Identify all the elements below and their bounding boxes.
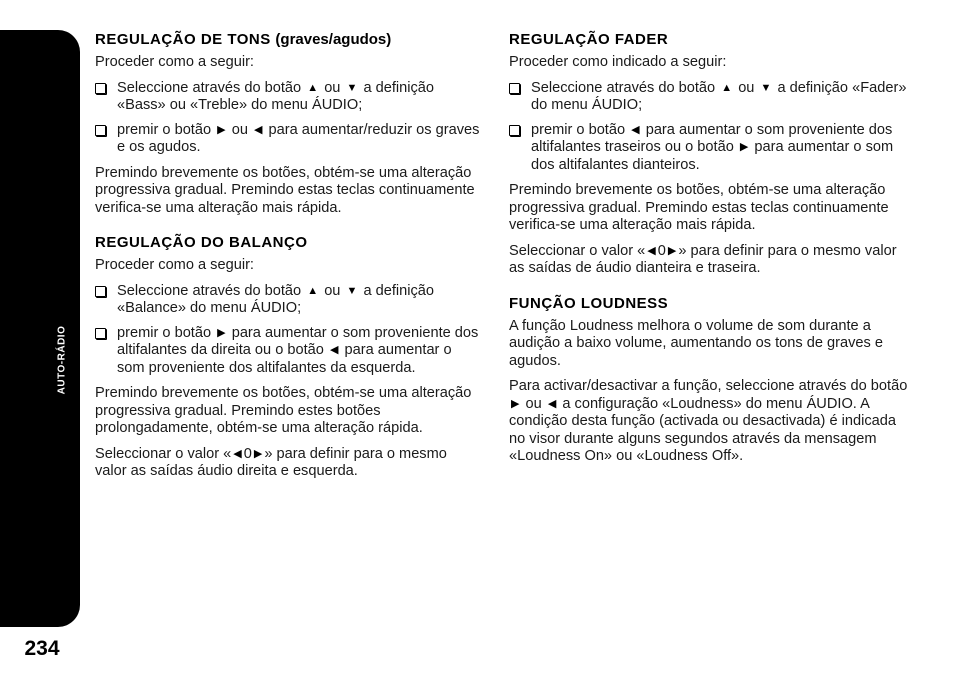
step-text: para aumentar o som proveniente dos altifalantes da esquerda. xyxy=(117,342,452,376)
final-text: » para definir para o mesmo valor as saídas de áudio dianteira e traseira. xyxy=(509,242,897,276)
right-column xyxy=(509,30,909,482)
arrow-down-icon: ▼ xyxy=(760,81,772,94)
step-text: ou xyxy=(231,121,248,138)
step-text: Seleccione através do botão xyxy=(117,282,302,299)
arrow-left-icon: ◀ xyxy=(233,447,242,460)
list-item xyxy=(509,122,909,175)
tones-section xyxy=(95,30,480,217)
list-item xyxy=(95,283,480,318)
loudness-heading: FUNÇÃO LOUDNESS xyxy=(509,294,669,312)
arrow-down-icon: ▼ xyxy=(346,284,358,297)
final-text: » para definir para o mesmo valor as saídas áudio direita e esquerda. xyxy=(95,445,447,479)
final-zero: 0 xyxy=(657,242,666,259)
fader-section xyxy=(509,30,909,278)
step-text: premir o botão xyxy=(117,121,212,138)
step-text: a definição «Fader» do menu ÁUDIO; xyxy=(531,79,907,113)
para-text: ou xyxy=(525,395,542,412)
arrow-right-icon: ▶ xyxy=(217,123,226,136)
balance-heading: REGULAÇÃO DO BALANÇO xyxy=(95,234,308,251)
step-text: premir o botão xyxy=(531,121,626,138)
checkbox-bullet-icon xyxy=(95,328,106,339)
checkbox-bullet-icon xyxy=(509,125,520,136)
balance-steps xyxy=(95,283,480,378)
balance-paragraph: Premindo brevemente os botões, obtém-se uma alteração progressiva gradual. Premindo estes botões prolongadamente, obtém-se uma alteração rápida. xyxy=(95,385,472,436)
step-text: Seleccione através do botão xyxy=(531,79,716,96)
step-text: premir o botão xyxy=(117,324,212,341)
loudness-paragraph-1: A função Loudness melhora o volume de som durante a audição a baixo volume, aumentando os tons de graves e agudos. xyxy=(509,317,884,369)
arrow-right-icon: ▶ xyxy=(739,141,749,153)
arrow-right-icon: ▶ xyxy=(511,397,520,410)
step-text: a definição «Balance» do menu ÁUDIO; xyxy=(117,282,435,316)
step-text: ou xyxy=(324,79,341,96)
list-item xyxy=(509,80,909,115)
tones-intro: Proceder como a seguir: xyxy=(95,54,254,70)
fader-final xyxy=(509,243,909,278)
step-text: para aumentar/reduzir os graves e os agudos. xyxy=(117,121,480,155)
arrow-up-icon: ▲ xyxy=(307,81,319,94)
step-text: ou xyxy=(738,79,755,96)
list-item xyxy=(95,122,480,157)
tones-steps xyxy=(95,80,480,157)
arrow-left-icon: ◀ xyxy=(547,397,557,410)
tones-paragraph: Premindo brevemente os botões, obtém-se uma alteração progressiva gradual. Premindo estas teclas continuamente verifica-se uma alteração mais rápida. xyxy=(95,164,475,216)
list-item xyxy=(95,80,480,115)
tones-title: REGULAÇÃO DE TONS xyxy=(95,31,271,48)
arrow-right-icon: ▶ xyxy=(667,244,677,257)
tones-subtitle: (graves/agudos) xyxy=(275,31,392,48)
side-tab xyxy=(0,30,80,627)
arrow-up-icon: ▲ xyxy=(307,284,319,297)
balance-final xyxy=(95,446,480,481)
arrow-left-icon: ◀ xyxy=(647,244,656,257)
loudness-paragraph-2 xyxy=(509,378,909,466)
arrow-left-icon: ◀ xyxy=(631,123,640,136)
checkbox-bullet-icon xyxy=(509,83,520,94)
list-item xyxy=(95,325,480,378)
arrow-left-icon: ◀ xyxy=(329,344,339,356)
step-text: ou xyxy=(324,282,341,299)
step-text: para aumentar o som proveniente dos altifalantes traseiros ou o botão xyxy=(531,121,893,155)
page-number: 234 xyxy=(24,637,60,660)
fader-intro: Proceder como indicado a seguir: xyxy=(509,54,727,70)
checkbox-bullet-icon xyxy=(95,83,106,94)
arrow-up-icon: ▲ xyxy=(721,81,733,94)
left-column xyxy=(95,30,480,497)
section-label: AUTO-RÁDIO xyxy=(56,325,68,395)
checkbox-bullet-icon xyxy=(95,286,106,297)
fader-heading: REGULAÇÃO FADER xyxy=(509,31,669,48)
fader-paragraph: Premindo brevemente os botões, obtém-se uma alteração progressiva gradual. Premindo estas teclas continuamente verifica-se uma alteração mais rápida. xyxy=(509,182,889,233)
fader-steps xyxy=(509,80,909,175)
para-text: Para activar/desactivar a função, seleccione através do botão xyxy=(509,378,908,394)
checkbox-bullet-icon xyxy=(95,125,106,136)
balance-section xyxy=(95,233,480,481)
final-text: Seleccionar o valor « xyxy=(509,242,646,259)
step-text: para aumentar o som proveniente dos altifalantes da direita ou o botão xyxy=(117,324,479,358)
final-text: Seleccionar o valor « xyxy=(95,445,232,462)
loudness-section xyxy=(509,294,909,466)
tones-heading xyxy=(95,30,480,50)
arrow-left-icon: ◀ xyxy=(254,123,263,136)
step-text: Seleccione através do botão xyxy=(117,79,302,96)
step-text: para aumentar o som dos altifalantes dianteiros. xyxy=(531,139,894,173)
arrow-right-icon: ▶ xyxy=(217,326,226,339)
balance-intro: Proceder como a seguir: xyxy=(95,257,254,273)
arrow-right-icon: ▶ xyxy=(253,447,263,460)
para-text: a configuração «Loudness» do menu ÁUDIO. A condição desta função (activada ou desactivada) é indicada no visor durante alguns segundos através da mensagem «Loudness On» ou «Loudness Off». xyxy=(509,395,896,464)
arrow-down-icon: ▼ xyxy=(346,81,358,94)
final-zero: 0 xyxy=(243,445,252,462)
step-text: a definição «Bass» ou «Treble» do menu ÁUDIO; xyxy=(117,79,435,113)
